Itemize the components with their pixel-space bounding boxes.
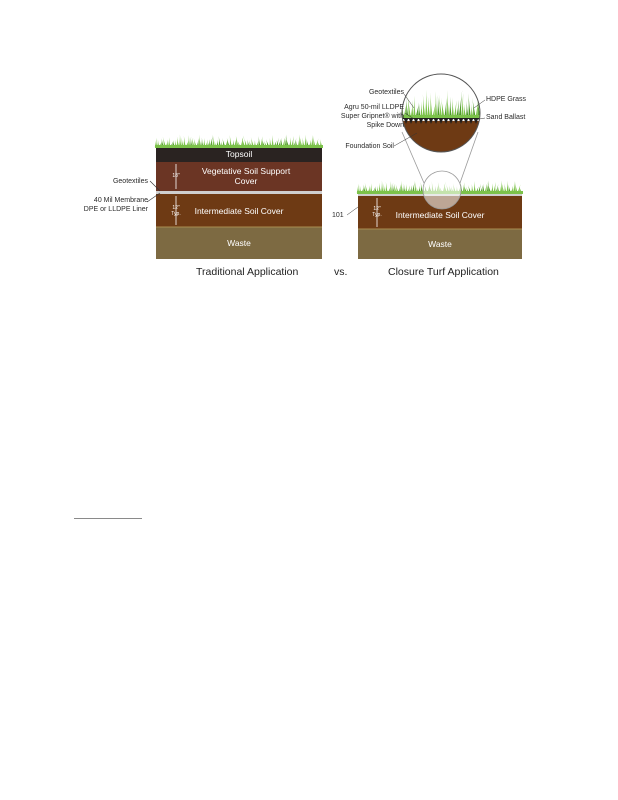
trad-topsoil-label: Topsoil bbox=[225, 149, 253, 159]
magnifier-focus-circle bbox=[423, 171, 461, 209]
magnified-detail-circle bbox=[399, 74, 484, 160]
turf-liner-callout: Agru 50-mil LLDPE Super Gripnet® with Spike Down bbox=[340, 104, 404, 129]
trad-intermediate-label: Intermediate Soil Cover bbox=[194, 206, 284, 216]
turf-intermediate-label: Intermediate Soil Cover bbox=[395, 210, 485, 220]
turf-hdpe-grass-callout: HDPE Grass bbox=[486, 96, 527, 103]
turf-geotextiles-callout: Geotextiles bbox=[368, 89, 404, 96]
turf-foundation-callout: Foundation Soil bbox=[345, 143, 394, 150]
turf-sand-ballast-callout: Sand Ballast bbox=[486, 114, 526, 121]
trad-vegetative-dimension: 18" bbox=[172, 173, 180, 179]
trad-waste-label: Waste bbox=[227, 238, 251, 248]
turf-waste-label: Waste bbox=[428, 239, 452, 249]
versus-label: vs. bbox=[334, 266, 348, 278]
trad-intermediate-dimension: 12" Typ. bbox=[171, 205, 181, 217]
trad-geotextiles-callout: Geotextiles bbox=[112, 178, 148, 185]
trad-membrane-callout: 40 Mil Membrane DPE or LLDPE Liner bbox=[83, 197, 148, 213]
footnote-separator-line bbox=[74, 518, 142, 519]
trad-vegetative-label: Vegetative Soil Support Cover bbox=[201, 166, 291, 186]
separator-label: 101 bbox=[332, 212, 344, 219]
trad-geotextile-line bbox=[156, 191, 322, 194]
closure-turf-caption: Closure Turf Application bbox=[388, 266, 499, 278]
turf-intermediate-dimension: 12" Typ. bbox=[372, 206, 382, 218]
traditional-caption: Traditional Application bbox=[196, 266, 299, 278]
trad-grass bbox=[155, 134, 323, 148]
